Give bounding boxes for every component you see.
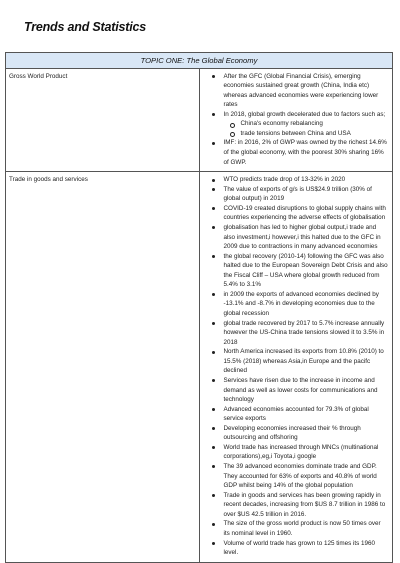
trends-table xyxy=(5,52,393,563)
row-label-trade: Trade in goods and services xyxy=(6,172,200,563)
list-item: in 2009 the exports of advanced economies declined by -13.1% and -8.7% in developing economies due to the global recession xyxy=(202,290,389,319)
bullet-list xyxy=(202,175,389,558)
bullet-list xyxy=(202,138,389,167)
list-item: the global recovery (2010-14) following the GFC was also halted due to the European Sovereign Debt Crisis and also the Fiscal Cliff – USA where global growth reduced from 5.4% to 3.1% xyxy=(202,252,389,290)
table-row-trade xyxy=(6,172,393,563)
topic-header-row xyxy=(6,53,393,69)
list-item: Trade in goods and services has been growing rapidly in recent decades, increasing from $US 8.7 trillion in 1986 to over $US 42.5 trillion in 2016. xyxy=(202,491,389,520)
list-item: COVID-19 created disruptions to global supply chains with countries experiencing the adverse effects of globalisation xyxy=(202,204,389,223)
row-content-trade xyxy=(199,172,393,563)
row-label-gross-world-product: Gross World Product xyxy=(6,68,200,172)
list-item: WTO predicts trade drop of 13-32% in 2020 xyxy=(202,175,389,185)
sub-bullet-list xyxy=(202,119,389,138)
list-item: The 39 advanced economies dominate trade and GDP. They accounted for 63% of exports and 40.8% of world GDP whilst being 14% of the global population xyxy=(202,462,389,491)
list-item: In 2018, global growth decelerated due to factors such as; xyxy=(202,110,389,120)
table-row-gross-world-product xyxy=(6,68,393,172)
bullet-list xyxy=(202,72,389,120)
list-item: Volume of world trade has grown to 125 times its 1960 level. xyxy=(202,539,389,558)
list-item: IMF: in 2016, 2% of GWP was owned by the richest 14.6% of the global economy, with the poorest 30% sharing 16% of GWP. xyxy=(202,138,389,167)
list-item: Advanced economies accounted for 79.3% of global service exports xyxy=(202,405,389,424)
topic-header: TOPIC ONE: The Global Economy xyxy=(6,53,393,69)
list-item: World trade has increased through MNCs (multinational corporations),eg,i Toyota,i google xyxy=(202,443,389,462)
list-item: Developing economies increased their % through outsourcing and offshoring xyxy=(202,424,389,443)
list-item: The size of the gross world product is now 50 times over its nominal level in 1960. xyxy=(202,519,389,538)
list-item: North America increased its exports from 10.8% (2010) to 15.5% (2018) whereas Asia,in Europe and the pacifc declined xyxy=(202,347,389,376)
list-item: The value of exports of g/s is US$24.9 trillion (30% of global output) in 2019 xyxy=(202,185,389,204)
sub-list-item: trade tensions between China and USA xyxy=(202,129,389,139)
list-item: global trade recovered by 2017 to 5.7% increase annually however the US-China trade tensions slowed it to 3.5% in 2018 xyxy=(202,319,389,348)
sub-list-item: China's economy rebalancing xyxy=(202,119,389,129)
list-item: After the GFC (Global Financial Crisis), emerging economies sustained great growth (China, India etc) whereas advanced economies were experiencing lower rates xyxy=(202,72,389,110)
document-title: Trends and Statistics xyxy=(24,20,146,34)
list-item: globalisation has led to higher global output,i trade and also investment,i however,i this halted due to the GFC in 2009 due to contractions in many advanced economies xyxy=(202,223,389,252)
list-item: Services have risen due to the increase in income and demand as well as lower costs for communications and technology xyxy=(202,376,389,405)
row-content-gross-world-product xyxy=(199,68,393,172)
